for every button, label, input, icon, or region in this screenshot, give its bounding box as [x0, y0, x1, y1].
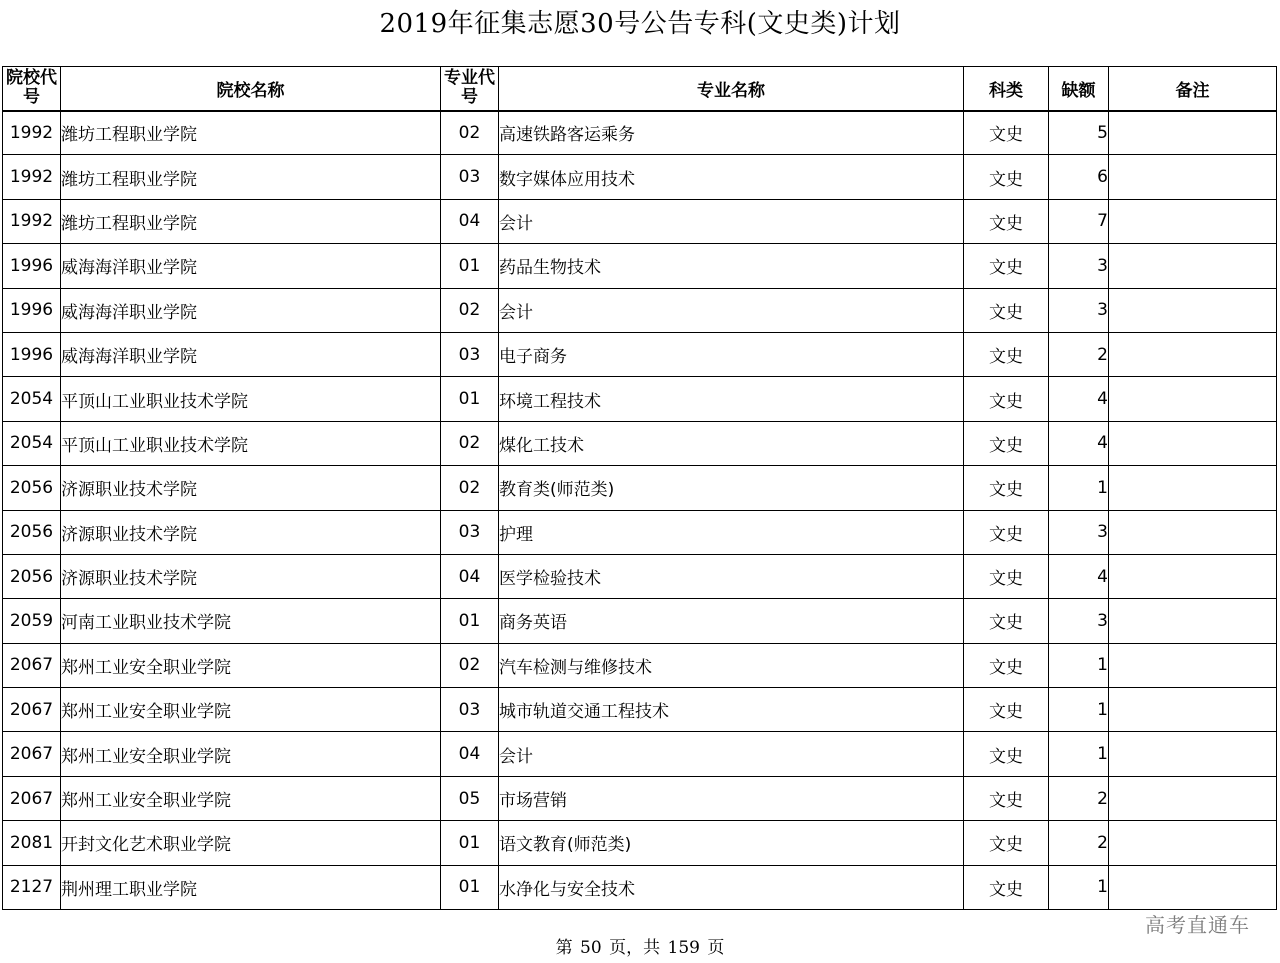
cell-major-name: 市场营销 [499, 776, 964, 820]
cell-major-name: 电子商务 [499, 332, 964, 376]
cell-school-name: 潍坊工程职业学院 [61, 111, 441, 155]
cell-category: 文史 [964, 732, 1049, 776]
cell-school-name: 荆州理工职业学院 [61, 865, 441, 909]
cell-major-name: 教育类(师范类) [499, 466, 964, 510]
footer-prefix: 第 [555, 938, 573, 958]
cell-quota: 2 [1049, 776, 1109, 820]
cell-school-name: 郑州工业安全职业学院 [61, 776, 441, 820]
table-row [3, 421, 1277, 465]
cell-category: 文史 [964, 554, 1049, 598]
cell-school-name: 济源职业技术学院 [61, 510, 441, 554]
table-body [3, 111, 1277, 910]
cell-category: 文史 [964, 643, 1049, 687]
cell-school-name: 潍坊工程职业学院 [61, 199, 441, 243]
cell-school-code: 2056 [3, 466, 61, 510]
cell-major-name: 城市轨道交通工程技术 [499, 688, 964, 732]
table-row [3, 821, 1277, 865]
cell-school-code: 1996 [3, 244, 61, 288]
header-quota: 缺额 [1049, 67, 1109, 111]
cell-school-code: 1992 [3, 199, 61, 243]
header-school-name: 院校名称 [61, 67, 441, 111]
table-row [3, 510, 1277, 554]
cell-major-code: 03 [441, 332, 499, 376]
cell-note [1109, 643, 1277, 687]
cell-quota: 4 [1049, 421, 1109, 465]
cell-note [1109, 244, 1277, 288]
cell-major-name: 煤化工技术 [499, 421, 964, 465]
cell-quota: 3 [1049, 599, 1109, 643]
cell-school-code: 1992 [3, 111, 61, 155]
table-row [3, 377, 1277, 421]
cell-school-name: 平顶山工业职业技术学院 [61, 421, 441, 465]
cell-category: 文史 [964, 776, 1049, 820]
cell-note [1109, 466, 1277, 510]
footer-middle: 页，共 [609, 938, 661, 958]
cell-quota: 4 [1049, 554, 1109, 598]
page-footer [0, 936, 1280, 960]
cell-major-code: 02 [441, 288, 499, 332]
cell-school-name: 河南工业职业技术学院 [61, 599, 441, 643]
cell-school-code: 2067 [3, 776, 61, 820]
footer-page-number: 50 [580, 938, 602, 958]
cell-major-code: 02 [441, 421, 499, 465]
cell-school-code: 2056 [3, 554, 61, 598]
cell-category: 文史 [964, 155, 1049, 199]
cell-school-code: 2081 [3, 821, 61, 865]
cell-major-code: 02 [441, 643, 499, 687]
cell-school-code: 2056 [3, 510, 61, 554]
cell-quota: 5 [1049, 111, 1109, 155]
cell-quota: 3 [1049, 288, 1109, 332]
cell-category: 文史 [964, 688, 1049, 732]
table-row [3, 554, 1277, 598]
cell-school-name: 威海海洋职业学院 [61, 332, 441, 376]
cell-note [1109, 199, 1277, 243]
cell-quota: 6 [1049, 155, 1109, 199]
cell-school-name: 潍坊工程职业学院 [61, 155, 441, 199]
header-major-name: 专业名称 [499, 67, 964, 111]
cell-major-code: 04 [441, 554, 499, 598]
cell-note [1109, 155, 1277, 199]
document-title: 2019年征集志愿30号公告专科(文史类)计划 [379, 9, 901, 39]
cell-note [1109, 332, 1277, 376]
cell-school-name: 威海海洋职业学院 [61, 288, 441, 332]
cell-major-name: 语文教育(师范类) [499, 821, 964, 865]
header-row [3, 67, 1277, 111]
cell-quota: 7 [1049, 199, 1109, 243]
cell-category: 文史 [964, 510, 1049, 554]
cell-quota: 4 [1049, 377, 1109, 421]
cell-major-code: 03 [441, 155, 499, 199]
cell-school-name: 郑州工业安全职业学院 [61, 732, 441, 776]
cell-quota: 1 [1049, 466, 1109, 510]
cell-major-code: 01 [441, 244, 499, 288]
cell-major-code: 03 [441, 510, 499, 554]
cell-school-code: 2067 [3, 732, 61, 776]
cell-quota: 1 [1049, 865, 1109, 909]
table-row [3, 688, 1277, 732]
cell-major-code: 01 [441, 377, 499, 421]
cell-note [1109, 421, 1277, 465]
cell-major-name: 会计 [499, 288, 964, 332]
cell-category: 文史 [964, 332, 1049, 376]
cell-quota: 1 [1049, 643, 1109, 687]
cell-school-name: 郑州工业安全职业学院 [61, 643, 441, 687]
cell-note [1109, 377, 1277, 421]
table-row [3, 155, 1277, 199]
cell-note [1109, 688, 1277, 732]
cell-note [1109, 821, 1277, 865]
cell-category: 文史 [964, 821, 1049, 865]
cell-category: 文史 [964, 111, 1049, 155]
cell-note [1109, 776, 1277, 820]
table-row [3, 643, 1277, 687]
cell-category: 文史 [964, 865, 1049, 909]
cell-quota: 3 [1049, 510, 1109, 554]
cell-school-code: 1996 [3, 332, 61, 376]
table-row [3, 111, 1277, 155]
header-category: 科类 [964, 67, 1049, 111]
cell-major-name: 高速铁路客运乘务 [499, 111, 964, 155]
cell-school-code: 2059 [3, 599, 61, 643]
cell-major-name: 商务英语 [499, 599, 964, 643]
cell-quota: 2 [1049, 821, 1109, 865]
footer-suffix: 页 [707, 938, 725, 958]
table-row [3, 332, 1277, 376]
table-row [3, 466, 1277, 510]
cell-major-code: 04 [441, 732, 499, 776]
cell-major-code: 05 [441, 776, 499, 820]
cell-category: 文史 [964, 244, 1049, 288]
cell-school-code: 1992 [3, 155, 61, 199]
cell-major-code: 01 [441, 865, 499, 909]
cell-category: 文史 [964, 421, 1049, 465]
cell-school-name: 开封文化艺术职业学院 [61, 821, 441, 865]
cell-school-code: 1996 [3, 288, 61, 332]
cell-school-code: 2054 [3, 377, 61, 421]
cell-school-name: 济源职业技术学院 [61, 554, 441, 598]
cell-school-code: 2127 [3, 865, 61, 909]
table-header [3, 67, 1277, 111]
cell-note [1109, 599, 1277, 643]
table-row [3, 199, 1277, 243]
cell-major-code: 02 [441, 466, 499, 510]
watermark-text: 高考直通车 [1145, 913, 1250, 937]
cell-major-name: 汽车检测与维修技术 [499, 643, 964, 687]
plan-table [2, 66, 1277, 910]
cell-major-code: 01 [441, 821, 499, 865]
cell-category: 文史 [964, 199, 1049, 243]
cell-school-name: 平顶山工业职业技术学院 [61, 377, 441, 421]
cell-category: 文史 [964, 377, 1049, 421]
table-row [3, 732, 1277, 776]
cell-major-code: 04 [441, 199, 499, 243]
table-row [3, 288, 1277, 332]
cell-quota: 2 [1049, 332, 1109, 376]
cell-category: 文史 [964, 599, 1049, 643]
cell-note [1109, 865, 1277, 909]
footer-total-pages: 159 [667, 938, 700, 958]
cell-major-code: 02 [441, 111, 499, 155]
cell-major-name: 会计 [499, 732, 964, 776]
cell-school-code: 2067 [3, 643, 61, 687]
cell-note [1109, 732, 1277, 776]
cell-major-name: 会计 [499, 199, 964, 243]
cell-school-code: 2054 [3, 421, 61, 465]
cell-major-name: 数字媒体应用技术 [499, 155, 964, 199]
cell-note [1109, 554, 1277, 598]
header-school-code: 院校代号 [3, 67, 61, 111]
cell-major-code: 01 [441, 599, 499, 643]
cell-school-code: 2067 [3, 688, 61, 732]
cell-major-name: 护理 [499, 510, 964, 554]
cell-note [1109, 111, 1277, 155]
table-row [3, 776, 1277, 820]
cell-quota: 1 [1049, 688, 1109, 732]
cell-school-name: 济源职业技术学院 [61, 466, 441, 510]
cell-note [1109, 510, 1277, 554]
header-major-code: 专业代号 [441, 67, 499, 111]
cell-major-name: 药品生物技术 [499, 244, 964, 288]
cell-note [1109, 288, 1277, 332]
cell-major-name: 医学检验技术 [499, 554, 964, 598]
cell-quota: 1 [1049, 732, 1109, 776]
table-row [3, 244, 1277, 288]
cell-school-name: 威海海洋职业学院 [61, 244, 441, 288]
cell-major-name: 水净化与安全技术 [499, 865, 964, 909]
table-row [3, 599, 1277, 643]
cell-school-name: 郑州工业安全职业学院 [61, 688, 441, 732]
cell-major-name: 环境工程技术 [499, 377, 964, 421]
cell-category: 文史 [964, 466, 1049, 510]
table-row [3, 865, 1277, 909]
header-note: 备注 [1109, 67, 1277, 111]
cell-category: 文史 [964, 288, 1049, 332]
cell-major-code: 03 [441, 688, 499, 732]
cell-quota: 3 [1049, 244, 1109, 288]
